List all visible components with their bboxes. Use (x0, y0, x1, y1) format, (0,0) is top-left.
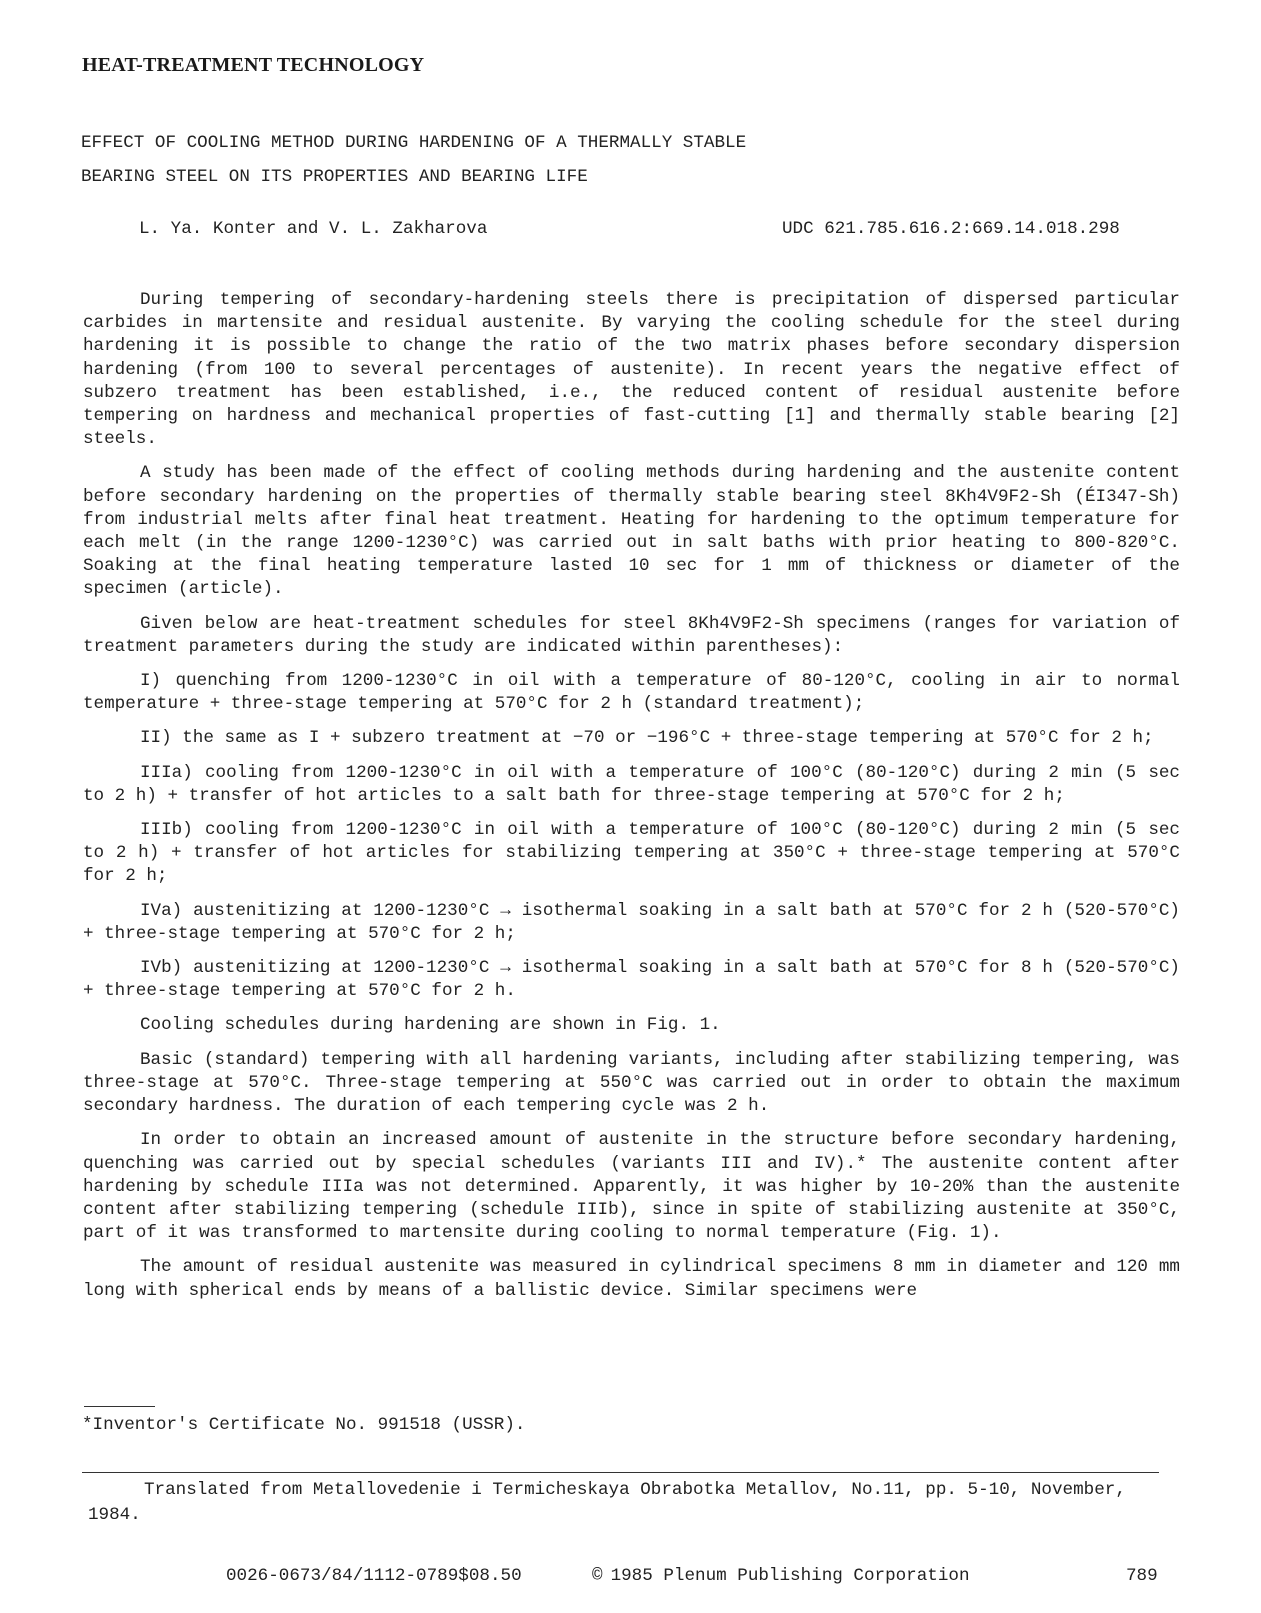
translation-note: Translated from Metallovedenie i Termicheskaya Obrabotka Metallov, No.11, pp. 5-10, November, 1984. (88, 1480, 1126, 1525)
page-number: 789 (1126, 1566, 1158, 1586)
paragraph: Basic (standard) tempering with all hardening variants, including after stabilizing tempering, was three-stage at 570°C. Three-stage tempering at 550°C was carried out in order to obtain the maximum secondary hardness. The duration of each tempering cycle was 2 h. (83, 1049, 1180, 1117)
authors: L. Ya. Konter and V. L. Zakharova (139, 219, 488, 239)
paragraph: Cooling schedules during hardening are shown in Fig. 1. (140, 1015, 721, 1036)
article-title-line-1: EFFECT OF COOLING METHOD DURING HARDENING OF A THERMALLY STABLE (81, 133, 747, 153)
schedule-item: IIIb) cooling from 1200-1230°C in oil with a temperature of 100°C (80-120°C) during 2 min (5 sec to 2 h) + transfer of hot articles for stabilizing tempering at 350°C + three-stage tempering at 570°C for 2 h; (83, 820, 1180, 887)
udc-code: UDC 621.785.616.2:669.14.018.298 (782, 219, 1120, 239)
paragraph: During tempering of secondary-hardening steels there is precipitation of dispersed particular carbides in martensite and residual austenite. By varying the cooling schedule for the steel during hardening it is possible to change the ratio of the two matrix phases before secondary dispersion hardening (from 100 to several percentages of austenite). In recent years the negative effect of subzero treatment has been established, i.e., the reduced content of residual austenite before tempering on hardness and mechanical properties of fast-cutting [1] and thermally stable bearing [2] steels. (83, 290, 1180, 450)
schedule-item: IVb) austenitizing at 1200-1230°C → isothermal soaking in a salt bath at 570°C for 8 h (520-570°C) + three-stage tempering at 570°C for 2 h. (83, 958, 1180, 1002)
article-code: 0026-0673/84/1112-0789$08.50 (226, 1566, 522, 1586)
paragraph: Given below are heat-treatment schedules for steel 8Kh4V9F2-Sh specimens (ranges for variation of treatment parameters during the study are indicated within parentheses): (83, 613, 1180, 657)
paragraph: The amount of residual austenite was measured in cylindrical specimens 8 mm in diameter and 120 mm long with spherical ends by means of a ballistic device. Similar specimens were (83, 1257, 1180, 1301)
footnote: *Inventor's Certificate No. 991518 (USSR). (82, 1415, 526, 1435)
copyright-symbol: © (592, 1566, 603, 1586)
schedule-item: IIIa) cooling from 1200-1230°C in oil with a temperature of 100°C (80-120°C) during 2 min (5 sec to 2 h) + transfer of hot articles to a salt bath for three-stage tempering at 570°C for 2 h; (83, 762, 1180, 806)
schedule-item: II) the same as I + subzero treatment at −70 or −196°C + three-stage tempering at 570°C for 2 h; (140, 728, 1154, 749)
footnote-divider (84, 1406, 155, 1407)
paragraph: In order to obtain an increased amount of austenite in the structure before secondary hardening, quenching was carried out by special schedules (variants III and IV).* The austenite content after hardening by schedule IIIa was not determined. Apparently, it was higher by 10-20% than the austenite content after stabilizing tempering (schedule IIIb), since in spite of stabilizing austenite at 350°C, part of it was transformed to martensite during cooling to normal temperature (Fig. 1). (83, 1130, 1180, 1244)
schedule-item: I) quenching from 1200-1230°C in oil with a temperature of 80-120°C, cooling in air to normal temperature + three-stage tempering at 570°C for 2 h (standard treatment); (83, 671, 1180, 715)
copyright-text: 1985 Plenum Publishing Corporation (610, 1566, 970, 1586)
paragraph: A study has been made of the effect of cooling methods during hardening and the austenite content before secondary hardening on the properties of thermally stable bearing steel 8Kh4V9F2-Sh (ÉI347-Sh) from industrial melts after final heat treatment. Heating for hardening to the optimum temperature for each melt (in the range 1200-1230°C) was carried out in salt baths with prior heating to 800-820°C. Soaking at the final heating temperature lasted 10 sec for 1 mm of thickness or diameter of the specimen (article). (83, 463, 1180, 600)
translation-divider (82, 1472, 1159, 1473)
article-title-line-2: BEARING STEEL ON ITS PROPERTIES AND BEARING LIFE (81, 167, 588, 187)
copyright-line (592, 1566, 970, 1586)
section-heading: HEAT-TREATMENT TECHNOLOGY (82, 54, 425, 76)
schedule-item: IVa) austenitizing at 1200-1230°C → isothermal soaking in a salt bath at 570°C for 2 h (520-570°C) + three-stage tempering at 570°C for 2 h; (83, 900, 1180, 944)
article-body (83, 289, 1180, 1314)
